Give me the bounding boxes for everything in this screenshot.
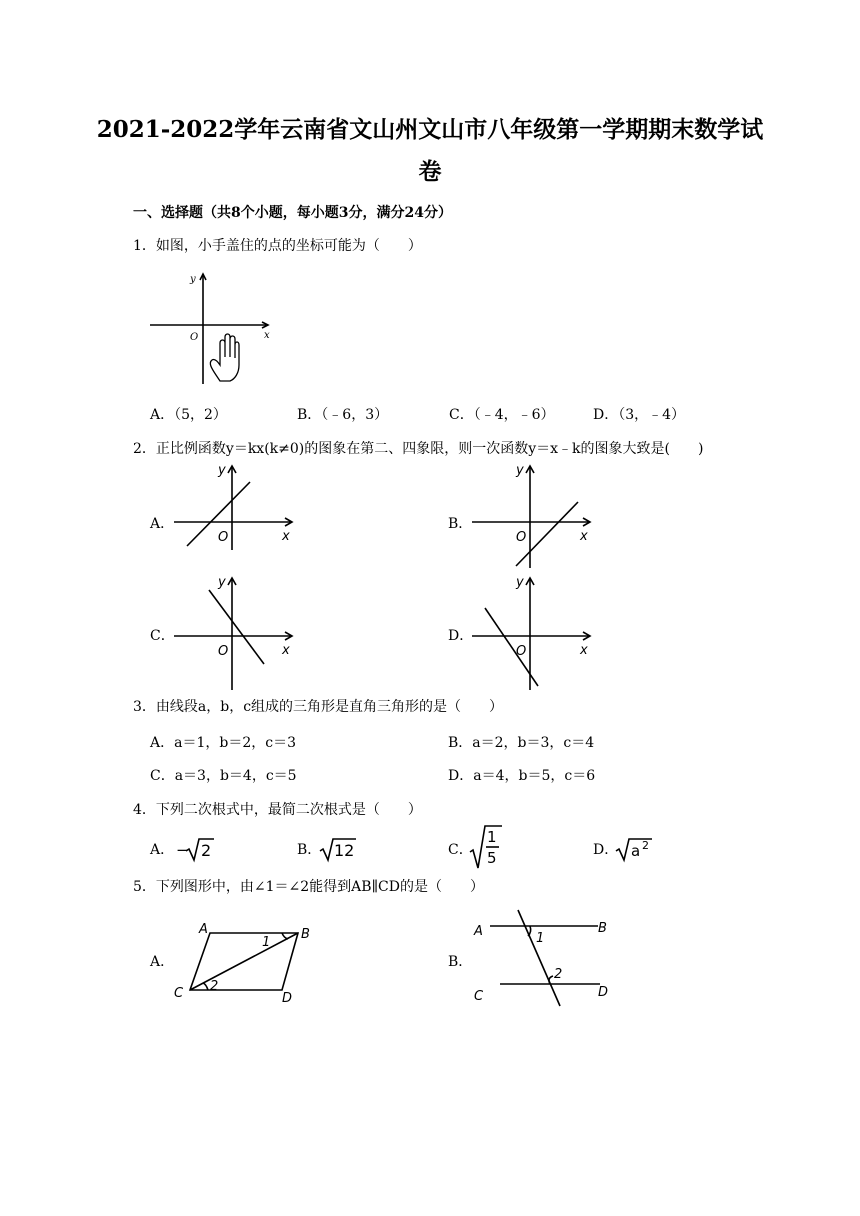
q4-option-c-letter: C．	[448, 842, 473, 858]
q4a-minus: −	[176, 841, 189, 859]
q5a-label-b: B	[301, 927, 310, 942]
q1-x-label: x	[264, 330, 270, 341]
q1-y-label: y	[190, 274, 196, 285]
q2-option-b-letter: B．	[448, 516, 473, 532]
q2-option-c-letter: C．	[150, 628, 175, 644]
q2b-origin-label: O	[516, 530, 527, 545]
page-title-line1: 2021-2022学年云南省文山州文山市八年级第一学期期末数学试	[96, 116, 764, 143]
question-5-stem: 5．下列图形中，由∠1＝∠2能得到AB∥CD的是（ ）	[133, 879, 484, 895]
q4d-base: a	[631, 842, 641, 860]
q2-graph-a	[172, 462, 300, 552]
q5a-angle-1: 1	[262, 935, 271, 950]
q1-option-a: A．（5，2）	[150, 407, 227, 423]
q5b-label-c: C	[474, 989, 484, 1004]
q2a-origin-label: O	[218, 530, 229, 545]
question-3-stem: 3．由线段a，b，c组成的三角形是直角三角形的是（ ）	[133, 699, 504, 715]
q4c-denominator: 5	[487, 849, 497, 867]
hand-icon	[210, 334, 239, 381]
q4-option-d-letter: D．	[593, 842, 619, 858]
q5a-label-d: D	[282, 991, 293, 1006]
q2a-x-label: x	[282, 529, 290, 544]
q3-option-a: A．a＝1，b＝2，c＝3	[150, 735, 296, 751]
q3-option-b: B．a＝2，b＝3，c＝4	[448, 735, 595, 751]
q2-option-d-letter: D．	[448, 628, 474, 644]
q2d-x-label: x	[580, 643, 588, 658]
q4a-radicand: 2	[201, 841, 212, 860]
q4-option-b-expr	[320, 836, 360, 864]
q4c-numerator: 1	[487, 828, 497, 846]
q2c-origin-label: O	[218, 644, 229, 659]
q5-option-a-letter: A．	[150, 954, 175, 970]
question-1-figure	[150, 268, 275, 388]
q5-figure-b	[470, 906, 620, 1008]
q1-option-c: C．（﹣4，﹣6）	[449, 407, 555, 423]
q5-option-b-letter: B．	[448, 954, 473, 970]
q2b-y-label: y	[516, 463, 524, 478]
section-heading-choice: 一、选择题（共8个小题，每小题3分，满分24分）	[133, 205, 452, 221]
q4-option-c-expr	[470, 824, 504, 870]
q2d-origin-label: O	[516, 644, 527, 659]
q5b-label-a: A	[474, 924, 483, 939]
page-title-line2: 卷	[418, 158, 442, 185]
question-2-stem: 2．正比例函数y＝kx(k≠0)的图象在第二、四象限，则一次函数y＝x﹣k的图象大致是( )	[133, 441, 704, 457]
q4d-exponent: 2	[642, 839, 649, 852]
q4-option-a-expr	[176, 836, 216, 864]
q2a-y-label: y	[218, 463, 226, 478]
q5b-angle-2: 2	[554, 967, 563, 982]
q5a-label-a: A	[199, 922, 208, 937]
q4b-radicand: 12	[334, 841, 355, 860]
q3-option-d: D．a＝4，b＝5，c＝6	[448, 768, 596, 784]
q2d-y-label: y	[516, 575, 524, 590]
q2c-x-label: x	[282, 643, 290, 658]
q1-option-b: B．（﹣6，3）	[297, 407, 389, 423]
q3-option-c: C．a＝3，b＝4，c＝5	[150, 768, 297, 784]
q5b-label-b: B	[598, 921, 607, 936]
q4-option-b-letter: B．	[297, 842, 322, 858]
q2-option-a-letter: A．	[150, 516, 175, 532]
q1-origin-label: O	[190, 332, 199, 343]
q5b-angle-1: 1	[536, 931, 545, 946]
question-1-stem: 1．如图，小手盖住的点的坐标可能为（ ）	[133, 238, 422, 254]
q2b-x-label: x	[580, 529, 588, 544]
q1-option-d: D．（3，﹣4）	[593, 407, 686, 423]
q2-graph-b	[470, 462, 598, 572]
q4-option-d-expr	[616, 834, 656, 864]
q2-graph-c	[172, 572, 300, 692]
q2c-y-label: y	[218, 575, 226, 590]
q5b-label-d: D	[598, 985, 609, 1000]
q2-graph-d	[470, 572, 598, 692]
q5-figure-a	[170, 918, 320, 1006]
q4-option-a-letter: A．	[150, 842, 175, 858]
q5a-label-c: C	[174, 986, 184, 1001]
question-4-stem: 4．下列二次根式中，最简二次根式是（ ）	[133, 802, 422, 818]
q5a-angle-2: 2	[210, 979, 219, 994]
